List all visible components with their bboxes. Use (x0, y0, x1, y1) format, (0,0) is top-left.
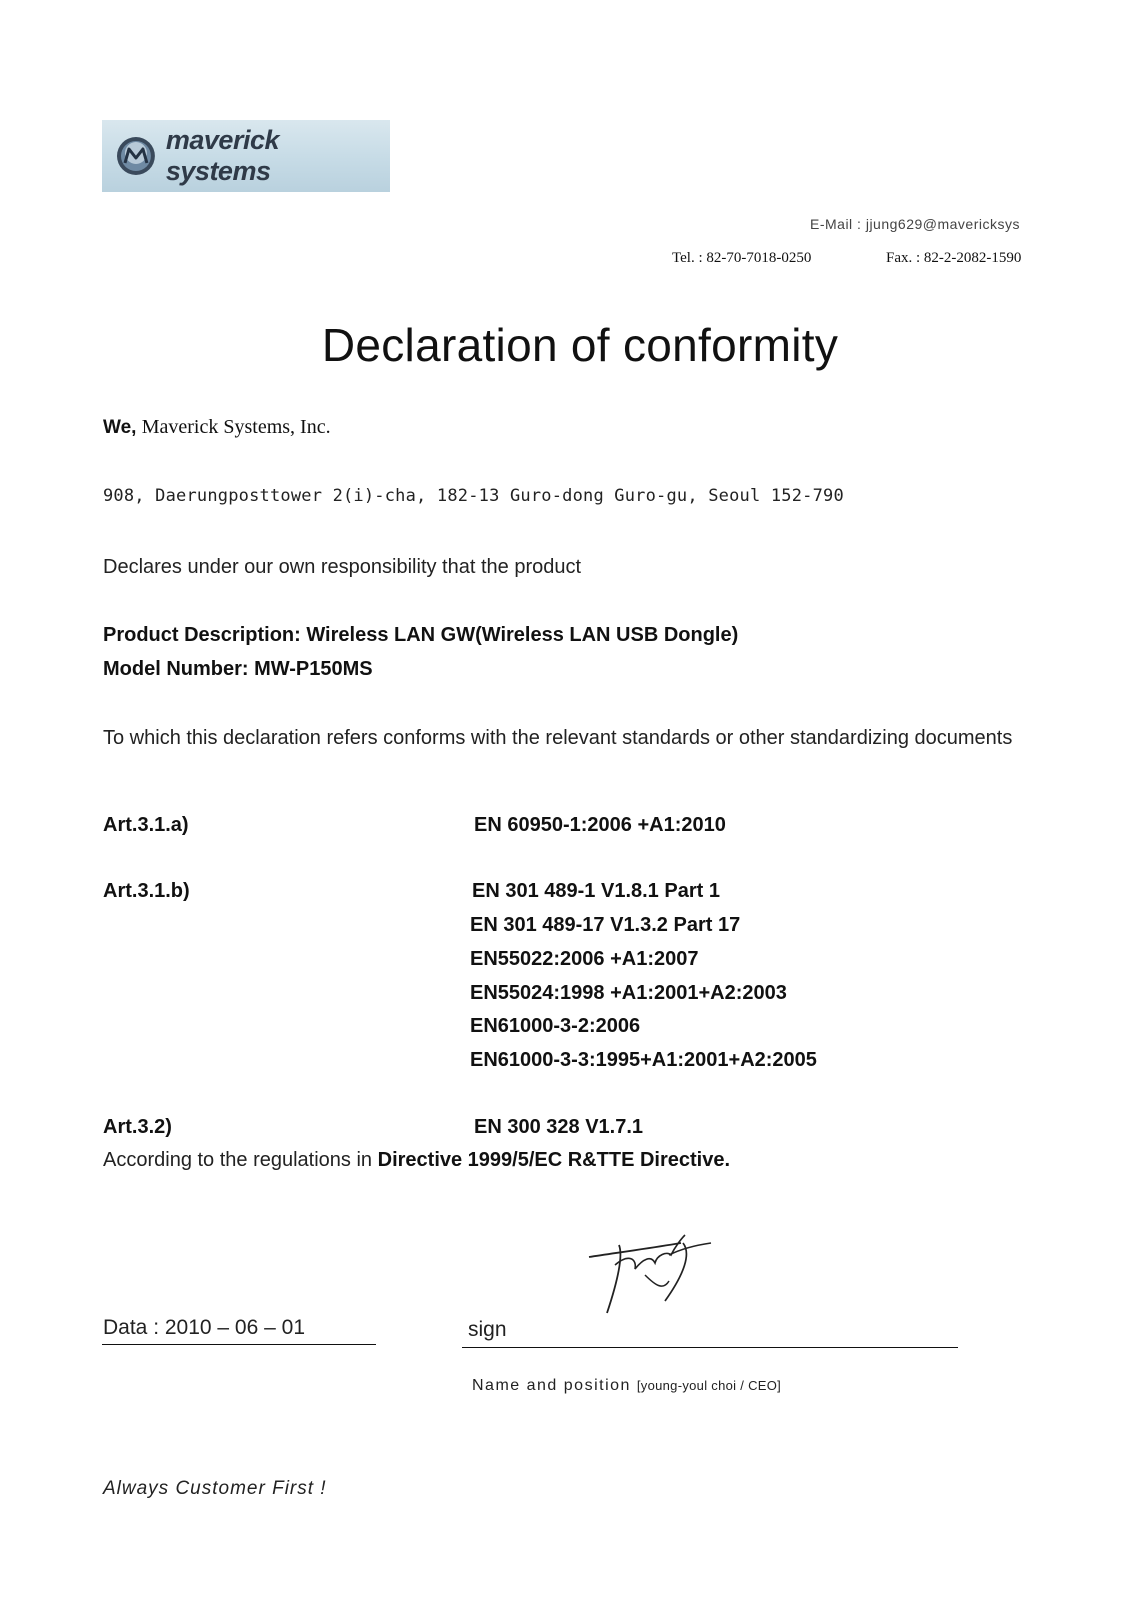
maverick-logo-icon (116, 136, 156, 176)
sign-label: sign (468, 1318, 507, 1341)
company-address: 908, Daerungposttower 2(i)-cha, 182-13 Guro-dong Guro-gu, Seoul 152-790 (103, 486, 844, 506)
company-logo (102, 120, 390, 192)
signer-name: [young-youl choi / CEO] (636, 1378, 782, 1393)
declarant-line (103, 416, 331, 439)
directive-name: Directive 1999/5/EC R&TTE Directive. (377, 1149, 731, 1171)
date-underline (102, 1344, 376, 1345)
declaration-statement: Declares under our own responsibility that the product (103, 556, 582, 578)
standard-item: EN61000-3-2:2006 (470, 1015, 641, 1037)
directive-prefix: According to the regulations in (103, 1149, 373, 1171)
conformity-statement: To which this declaration refers conforms with the relevant standards or other standardizing documents (103, 727, 1013, 749)
directive-line (103, 1149, 730, 1172)
standard-item: EN55024:1998 +A1:2001+A2:2003 (470, 982, 787, 1004)
model-number: Model Number: MW-P150MS (103, 658, 373, 680)
article-label: Art.3.2) (103, 1116, 172, 1138)
company-name: Maverick Systems, Inc. (141, 416, 331, 438)
we-prefix: We, (103, 417, 137, 438)
article-label: Art.3.1.a) (103, 814, 189, 836)
signature-line (462, 1347, 958, 1348)
standard-item: EN 301 489-17 V1.3.2 Part 17 (470, 914, 741, 936)
tel-line: Tel. : 82-70-7018-0250 (672, 250, 812, 266)
standard-item: EN 300 328 V1.7.1 (474, 1116, 644, 1138)
fax-line: Fax. : 82-2-2082-1590 (886, 250, 1022, 266)
name-and-position (472, 1377, 781, 1395)
article-label: Art.3.1.b) (103, 880, 190, 902)
logo-text: maverick systems (165, 125, 279, 186)
email-line: E-Mail : jjung629@mavericksys (810, 216, 1020, 232)
name-position-label: Name and position (472, 1377, 631, 1394)
standard-item: EN 60950-1:2006 +A1:2010 (474, 814, 726, 836)
footer-slogan: Always Customer First ! (103, 1478, 327, 1499)
standard-item: EN55022:2006 +A1:2007 (470, 948, 699, 970)
handwritten-signature (585, 1225, 735, 1325)
standard-item: EN61000-3-3:1995+A1:2001+A2:2005 (470, 1049, 817, 1071)
standard-item: EN 301 489-1 V1.8.1 Part 1 (472, 880, 720, 902)
declaration-date: Data : 2010 – 06 – 01 (103, 1316, 305, 1339)
product-description: Product Description: Wireless LAN GW(Wireless LAN USB Dongle) (103, 624, 739, 646)
page-title: Declaration of conformity (321, 319, 839, 371)
